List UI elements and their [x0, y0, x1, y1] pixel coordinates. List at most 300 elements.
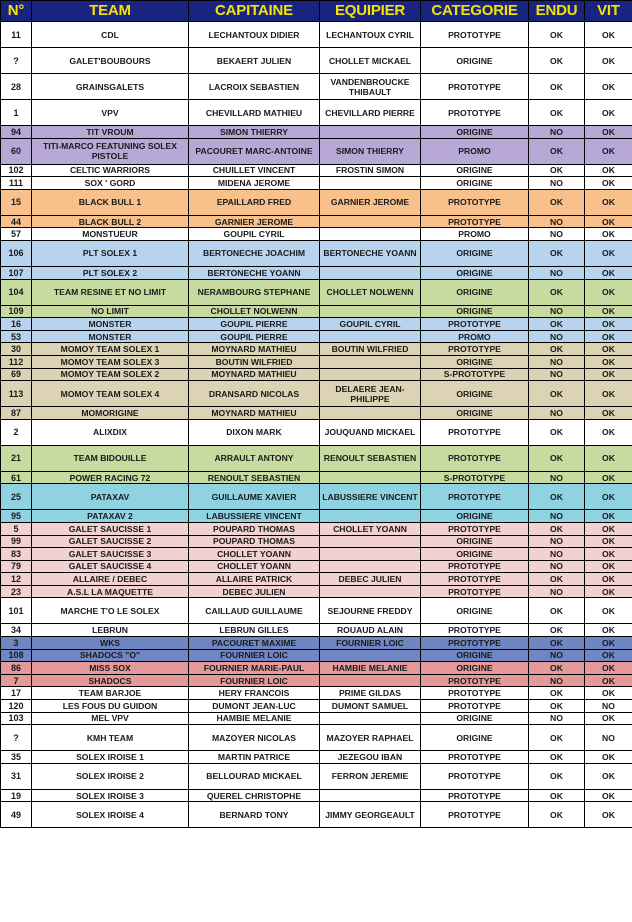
cell-capitaine: MIDENA JEROME [189, 177, 320, 190]
cell-capitaine: DRANSARD NICOLAS [189, 381, 320, 407]
cell-capitaine: MOYNARD MATHIEU [189, 407, 320, 420]
cell-num: ? [1, 48, 32, 74]
cell-num: 109 [1, 305, 32, 318]
cell-team: TEAM RESINE ET NO LIMIT [32, 279, 189, 305]
cell-vit: OK [585, 445, 632, 471]
cell-num: 1 [1, 100, 32, 126]
cell-capitaine: FOURNIER LOIC [189, 649, 320, 662]
cell-capitaine: CHOLLET YOANN [189, 560, 320, 573]
cell-equipier [320, 674, 421, 687]
table-row [1, 240, 632, 266]
cell-num: 86 [1, 662, 32, 675]
cell-num: 104 [1, 279, 32, 305]
table-row [1, 471, 632, 484]
cell-endu: OK [529, 802, 585, 828]
cell-num: 7 [1, 674, 32, 687]
table-row [1, 548, 632, 561]
cell-equipier: JIMMY GEORGEAULT [320, 802, 421, 828]
table-row [1, 662, 632, 675]
cell-equipier [320, 407, 421, 420]
cell-num: 34 [1, 624, 32, 637]
cell-endu: OK [529, 240, 585, 266]
cell-vit: OK [585, 368, 632, 381]
cell-team: BLACK BULL 1 [32, 189, 189, 215]
cell-endu: NO [529, 712, 585, 725]
cell-endu: OK [529, 100, 585, 126]
cell-equipier: CHOLLET YOANN [320, 522, 421, 535]
table-row [1, 484, 632, 510]
cell-vit: OK [585, 189, 632, 215]
cell-num: 3 [1, 637, 32, 650]
table-row [1, 649, 632, 662]
cell-categorie: PROTOTYPE [421, 343, 529, 356]
cell-equipier [320, 560, 421, 573]
cell-capitaine: BERNARD TONY [189, 802, 320, 828]
cell-categorie: ORIGINE [421, 407, 529, 420]
cell-team: CELTIC WARRIORS [32, 164, 189, 177]
cell-endu: OK [529, 189, 585, 215]
cell-num: 53 [1, 330, 32, 343]
cell-categorie: ORIGINE [421, 725, 529, 751]
cell-num: 101 [1, 598, 32, 624]
cell-equipier [320, 649, 421, 662]
cell-categorie: PROTOTYPE [421, 751, 529, 764]
cell-categorie: PROTOTYPE [421, 215, 529, 228]
cell-num: 69 [1, 368, 32, 381]
cell-team: SOLEX IROISE 3 [32, 789, 189, 802]
cell-capitaine: LABUSSIERE VINCENT [189, 510, 320, 523]
cell-endu: NO [529, 330, 585, 343]
cell-vit: OK [585, 48, 632, 74]
cell-vit: OK [585, 22, 632, 48]
cell-equipier [320, 305, 421, 318]
cell-equipier [320, 177, 421, 190]
cell-categorie: PROTOTYPE [421, 637, 529, 650]
cell-num: 102 [1, 164, 32, 177]
cell-capitaine: MOYNARD MATHIEU [189, 368, 320, 381]
cell-equipier: FOURNIER LOIC [320, 637, 421, 650]
cell-equipier: DELAERE JEAN-PHILIPPE [320, 381, 421, 407]
cell-equipier: LABUSSIERE VINCENT [320, 484, 421, 510]
header-categorie: CATEGORIE [421, 1, 529, 22]
cell-team: MOMOY TEAM SOLEX 3 [32, 355, 189, 368]
table-row [1, 624, 632, 637]
cell-endu: OK [529, 343, 585, 356]
cell-capitaine: QUEREL CHRISTOPHE [189, 789, 320, 802]
cell-vit: OK [585, 240, 632, 266]
table-row [1, 381, 632, 407]
cell-capitaine: MARTIN PATRICE [189, 751, 320, 764]
cell-team: PATAXAV 2 [32, 510, 189, 523]
cell-num: 107 [1, 266, 32, 279]
table-row [1, 560, 632, 573]
cell-vit: OK [585, 535, 632, 548]
cell-equipier [320, 368, 421, 381]
cell-equipier [320, 789, 421, 802]
cell-num: 15 [1, 189, 32, 215]
cell-endu: NO [529, 535, 585, 548]
cell-team: MOMOY TEAM SOLEX 4 [32, 381, 189, 407]
table-row [1, 305, 632, 318]
cell-capitaine: GUILLAUME XAVIER [189, 484, 320, 510]
cell-capitaine: PACOURET MAXIME [189, 637, 320, 650]
table-row [1, 164, 632, 177]
table-row [1, 712, 632, 725]
cell-equipier: BERTONECHE YOANN [320, 240, 421, 266]
table-row [1, 510, 632, 523]
cell-vit: OK [585, 598, 632, 624]
table-row [1, 368, 632, 381]
cell-equipier: LECHANTOUX CYRIL [320, 22, 421, 48]
cell-endu: OK [529, 687, 585, 700]
cell-team: TIT VROUM [32, 126, 189, 139]
table-row [1, 407, 632, 420]
cell-vit: OK [585, 763, 632, 789]
cell-categorie: ORIGINE [421, 305, 529, 318]
cell-endu: OK [529, 789, 585, 802]
cell-capitaine: BEKAERT JULIEN [189, 48, 320, 74]
cell-team: MARCHE T'O LE SOLEX [32, 598, 189, 624]
cell-vit: OK [585, 712, 632, 725]
cell-capitaine: LEBRUN GILLES [189, 624, 320, 637]
cell-vit: OK [585, 74, 632, 100]
cell-capitaine: BELLOURAD MICKAEL [189, 763, 320, 789]
cell-vit: OK [585, 649, 632, 662]
cell-vit: OK [585, 484, 632, 510]
cell-capitaine: CHOLLET NOLWENN [189, 305, 320, 318]
cell-categorie: PROTOTYPE [421, 802, 529, 828]
cell-equipier [320, 712, 421, 725]
cell-num: 28 [1, 74, 32, 100]
cell-capitaine: BOUTIN WILFRIED [189, 355, 320, 368]
cell-team: CDL [32, 22, 189, 48]
cell-categorie: ORIGINE [421, 355, 529, 368]
cell-equipier: BOUTIN WILFRIED [320, 343, 421, 356]
cell-endu: OK [529, 22, 585, 48]
cell-vit: OK [585, 100, 632, 126]
cell-equipier: GARNIER JEROME [320, 189, 421, 215]
cell-endu: OK [529, 637, 585, 650]
cell-team: LES FOUS DU GUIDON [32, 700, 189, 713]
cell-endu: OK [529, 725, 585, 751]
cell-endu: NO [529, 126, 585, 139]
cell-categorie: ORIGINE [421, 48, 529, 74]
table-row [1, 535, 632, 548]
header-team: TEAM [32, 1, 189, 22]
cell-num: 25 [1, 484, 32, 510]
cell-team: SOX ' GORD [32, 177, 189, 190]
cell-categorie: PROTOTYPE [421, 100, 529, 126]
header-endu: ENDU [529, 1, 585, 22]
cell-endu: NO [529, 560, 585, 573]
table-row [1, 228, 632, 241]
cell-categorie: PROMO [421, 228, 529, 241]
cell-team: GALET SAUCISSE 3 [32, 548, 189, 561]
cell-vit: OK [585, 419, 632, 445]
cell-capitaine: POUPARD THOMAS [189, 535, 320, 548]
cell-vit: OK [585, 573, 632, 586]
cell-endu: OK [529, 573, 585, 586]
cell-categorie: PROTOTYPE [421, 445, 529, 471]
cell-num: 30 [1, 343, 32, 356]
cell-equipier [320, 471, 421, 484]
cell-endu: OK [529, 522, 585, 535]
cell-equipier: RENOULT SEBASTIEN [320, 445, 421, 471]
cell-endu: OK [529, 484, 585, 510]
cell-capitaine: GOUPIL PIERRE [189, 318, 320, 331]
cell-num: 57 [1, 228, 32, 241]
cell-team: WKS [32, 637, 189, 650]
cell-num: 35 [1, 751, 32, 764]
cell-vit: OK [585, 164, 632, 177]
cell-capitaine: GOUPIL PIERRE [189, 330, 320, 343]
cell-team: TEAM BIDOUILLE [32, 445, 189, 471]
cell-endu: OK [529, 318, 585, 331]
cell-vit: OK [585, 560, 632, 573]
cell-equipier: PRIME GILDAS [320, 687, 421, 700]
cell-categorie: PROTOTYPE [421, 318, 529, 331]
cell-categorie: ORIGINE [421, 381, 529, 407]
cell-categorie: PROTOTYPE [421, 22, 529, 48]
cell-categorie: PROTOTYPE [421, 573, 529, 586]
table-row [1, 189, 632, 215]
cell-capitaine: FOURNIER MARIE-PAUL [189, 662, 320, 675]
cell-num: 61 [1, 471, 32, 484]
cell-categorie: PROTOTYPE [421, 585, 529, 598]
cell-vit: OK [585, 674, 632, 687]
header-num: N° [1, 1, 32, 22]
cell-equipier [320, 548, 421, 561]
cell-capitaine: RENOULT SEBASTIEN [189, 471, 320, 484]
header-row [1, 1, 632, 22]
table-row [1, 48, 632, 74]
cell-capitaine: NERAMBOURG STEPHANE [189, 279, 320, 305]
cell-num: 108 [1, 649, 32, 662]
cell-categorie: PROMO [421, 138, 529, 164]
cell-vit: OK [585, 548, 632, 561]
cell-endu: OK [529, 381, 585, 407]
cell-equipier [320, 330, 421, 343]
cell-equipier: DUMONT SAMUEL [320, 700, 421, 713]
cell-equipier: ROUAUD ALAIN [320, 624, 421, 637]
cell-team: SHADOCS "O" [32, 649, 189, 662]
cell-equipier: SIMON THIERRY [320, 138, 421, 164]
cell-categorie: ORIGINE [421, 164, 529, 177]
table-row [1, 687, 632, 700]
cell-team: GALET SAUCISSE 1 [32, 522, 189, 535]
cell-vit: OK [585, 228, 632, 241]
cell-categorie: PROTOTYPE [421, 624, 529, 637]
cell-capitaine: FOURNIER LOIC [189, 674, 320, 687]
cell-capitaine: ALLAIRE PATRICK [189, 573, 320, 586]
table-row [1, 725, 632, 751]
cell-team: NO LIMIT [32, 305, 189, 318]
cell-team: A.S.L LA MAQUETTE [32, 585, 189, 598]
cell-vit: OK [585, 266, 632, 279]
cell-num: 23 [1, 585, 32, 598]
cell-equipier: CHOLLET MICKAEL [320, 48, 421, 74]
cell-team: KMH TEAM [32, 725, 189, 751]
cell-capitaine: LACROIX SEBASTIEN [189, 74, 320, 100]
cell-vit: OK [585, 471, 632, 484]
cell-capitaine: MAZOYER NICOLAS [189, 725, 320, 751]
cell-equipier: JEZEGOU IBAN [320, 751, 421, 764]
cell-categorie: ORIGINE [421, 598, 529, 624]
cell-vit: NO [585, 725, 632, 751]
cell-capitaine: CAILLAUD GUILLAUME [189, 598, 320, 624]
cell-endu: OK [529, 164, 585, 177]
cell-capitaine: LECHANTOUX DIDIER [189, 22, 320, 48]
cell-endu: NO [529, 215, 585, 228]
cell-num: 94 [1, 126, 32, 139]
cell-endu: OK [529, 624, 585, 637]
cell-equipier [320, 228, 421, 241]
table-row [1, 279, 632, 305]
cell-team: BLACK BULL 2 [32, 215, 189, 228]
header-equipier: EQUIPIER [320, 1, 421, 22]
cell-num: 21 [1, 445, 32, 471]
cell-team: SHADOCS [32, 674, 189, 687]
cell-equipier [320, 266, 421, 279]
cell-num: 120 [1, 700, 32, 713]
table-row [1, 763, 632, 789]
cell-vit: OK [585, 687, 632, 700]
table-row [1, 138, 632, 164]
cell-endu: NO [529, 368, 585, 381]
cell-categorie: ORIGINE [421, 126, 529, 139]
cell-vit: NO [585, 700, 632, 713]
table-row [1, 674, 632, 687]
cell-equipier [320, 126, 421, 139]
cell-team: SOLEX IROISE 1 [32, 751, 189, 764]
table-row [1, 789, 632, 802]
cell-capitaine: HAMBIE MELANIE [189, 712, 320, 725]
cell-num: 79 [1, 560, 32, 573]
cell-categorie: PROTOTYPE [421, 700, 529, 713]
cell-num: 2 [1, 419, 32, 445]
cell-capitaine: POUPARD THOMAS [189, 522, 320, 535]
cell-equipier [320, 510, 421, 523]
cell-team: TITI-MARCO FEATUNING SOLEX PISTOLE [32, 138, 189, 164]
cell-capitaine: CHEVILLARD MATHIEU [189, 100, 320, 126]
cell-endu: NO [529, 355, 585, 368]
cell-endu: OK [529, 700, 585, 713]
cell-num: 112 [1, 355, 32, 368]
cell-team: PLT SOLEX 1 [32, 240, 189, 266]
cell-vit: OK [585, 522, 632, 535]
cell-categorie: PROTOTYPE [421, 560, 529, 573]
cell-categorie: ORIGINE [421, 266, 529, 279]
cell-vit: OK [585, 407, 632, 420]
table-row [1, 637, 632, 650]
cell-team: MOMOY TEAM SOLEX 2 [32, 368, 189, 381]
cell-num: ? [1, 725, 32, 751]
cell-endu: NO [529, 228, 585, 241]
table-row [1, 802, 632, 828]
cell-categorie: PROTOTYPE [421, 687, 529, 700]
cell-endu: OK [529, 74, 585, 100]
table-row [1, 266, 632, 279]
cell-capitaine: MOYNARD MATHIEU [189, 343, 320, 356]
cell-equipier [320, 355, 421, 368]
cell-vit: OK [585, 126, 632, 139]
cell-vit: OK [585, 318, 632, 331]
table-row [1, 100, 632, 126]
cell-capitaine: PACOURET MARC-ANTOINE [189, 138, 320, 164]
cell-equipier: CHOLLET NOLWENN [320, 279, 421, 305]
cell-capitaine: GOUPIL CYRIL [189, 228, 320, 241]
cell-vit: OK [585, 585, 632, 598]
cell-num: 99 [1, 535, 32, 548]
cell-vit: OK [585, 789, 632, 802]
cell-equipier: GOUPIL CYRIL [320, 318, 421, 331]
table-row [1, 74, 632, 100]
table-row [1, 445, 632, 471]
cell-team: SOLEX IROISE 2 [32, 763, 189, 789]
cell-team: SOLEX IROISE 4 [32, 802, 189, 828]
cell-team: ALIXDIX [32, 419, 189, 445]
cell-num: 106 [1, 240, 32, 266]
cell-num: 49 [1, 802, 32, 828]
table-row [1, 22, 632, 48]
cell-categorie: ORIGINE [421, 649, 529, 662]
cell-endu: OK [529, 48, 585, 74]
cell-num: 12 [1, 573, 32, 586]
cell-endu: NO [529, 471, 585, 484]
cell-num: 113 [1, 381, 32, 407]
cell-vit: OK [585, 215, 632, 228]
cell-categorie: ORIGINE [421, 240, 529, 266]
cell-categorie: ORIGINE [421, 548, 529, 561]
table-row [1, 751, 632, 764]
cell-endu: OK [529, 279, 585, 305]
cell-num: 103 [1, 712, 32, 725]
cell-capitaine: CHOLLET YOANN [189, 548, 320, 561]
cell-endu: OK [529, 751, 585, 764]
table-row [1, 573, 632, 586]
cell-categorie: S-PROTOTYPE [421, 471, 529, 484]
cell-equipier [320, 585, 421, 598]
cell-num: 111 [1, 177, 32, 190]
cell-equipier: MAZOYER RAPHAEL [320, 725, 421, 751]
table-row [1, 343, 632, 356]
cell-num: 95 [1, 510, 32, 523]
cell-capitaine: HERY FRANCOIS [189, 687, 320, 700]
cell-capitaine: DIXON MARK [189, 419, 320, 445]
cell-endu: OK [529, 419, 585, 445]
cell-team: PATAXAV [32, 484, 189, 510]
cell-endu: NO [529, 548, 585, 561]
cell-endu: NO [529, 674, 585, 687]
table-body [1, 22, 632, 828]
cell-num: 19 [1, 789, 32, 802]
cell-capitaine: BERTONECHE JOACHIM [189, 240, 320, 266]
table-row [1, 215, 632, 228]
cell-equipier [320, 535, 421, 548]
cell-equipier [320, 215, 421, 228]
cell-vit: OK [585, 637, 632, 650]
cell-endu: OK [529, 763, 585, 789]
cell-equipier: HAMBIE MELANIE [320, 662, 421, 675]
cell-capitaine: CHUILLET VINCENT [189, 164, 320, 177]
cell-team: MONSTER [32, 330, 189, 343]
cell-vit: OK [585, 138, 632, 164]
cell-endu: NO [529, 510, 585, 523]
cell-vit: OK [585, 751, 632, 764]
cell-capitaine: ARRAULT ANTONY [189, 445, 320, 471]
cell-capitaine: DEBEC JULIEN [189, 585, 320, 598]
cell-endu: NO [529, 585, 585, 598]
